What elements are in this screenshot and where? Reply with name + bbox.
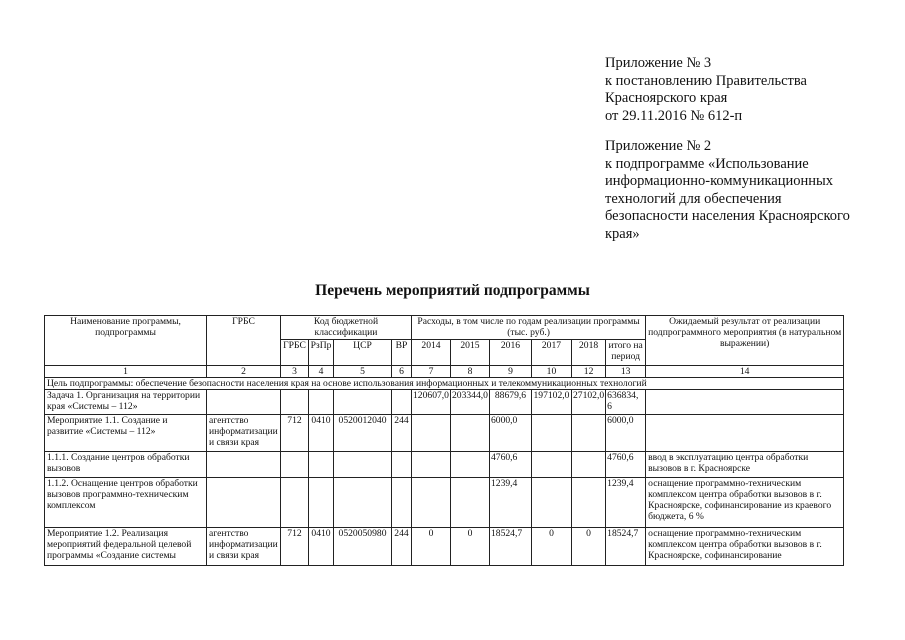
subheader-csr: ЦСР bbox=[334, 340, 392, 366]
row-grbs-code bbox=[281, 390, 309, 415]
row-2015 bbox=[450, 415, 489, 452]
row-2015: 0 bbox=[450, 528, 489, 566]
row-result: оснащение программно-техническим комплексом центра обработки вызовов в г. Красноярске, софинансирование bbox=[646, 528, 844, 566]
table-row bbox=[45, 528, 844, 566]
row-2014 bbox=[412, 415, 451, 452]
row-name: Мероприятие 1.1. Создание и развитие «Системы – 112» bbox=[45, 415, 207, 452]
row-2014: 120607,0 bbox=[412, 390, 451, 415]
column-number: 9 bbox=[489, 366, 531, 378]
subheader-2014: 2014 bbox=[412, 340, 451, 366]
row-2014 bbox=[412, 478, 451, 528]
row-grbs-code bbox=[281, 478, 309, 528]
row-name: Мероприятие 1.2. Реализация мероприятий федеральной целевой программы «Создание системы bbox=[45, 528, 207, 566]
row-result bbox=[646, 415, 844, 452]
row-vr bbox=[392, 390, 412, 415]
row-2018: 0 bbox=[571, 528, 605, 566]
row-name: 1.1.2. Оснащение центров обработки вызовов программно-техническим комплексом bbox=[45, 478, 207, 528]
row-2015 bbox=[450, 452, 489, 478]
column-number: 2 bbox=[207, 366, 281, 378]
column-number: 7 bbox=[412, 366, 451, 378]
row-total: 4760,6 bbox=[606, 452, 646, 478]
header-budget-code: Код бюджетной классификации bbox=[281, 316, 412, 340]
annex-line: информационно-коммуникационных bbox=[605, 173, 834, 189]
table-row bbox=[45, 390, 844, 415]
row-2016: 1239,4 bbox=[489, 478, 531, 528]
row-name: Задача 1. Организация на территории края «Системы – 112» bbox=[45, 390, 207, 415]
header-name: Наименование программы, подпрограммы bbox=[45, 316, 207, 366]
row-rzpr: 0410 bbox=[309, 415, 334, 452]
row-rzpr bbox=[309, 478, 334, 528]
column-number: 13 bbox=[606, 366, 646, 378]
row-grbs-code: 712 bbox=[281, 415, 309, 452]
measures-table bbox=[44, 315, 844, 566]
row-2016: 18524,7 bbox=[489, 528, 531, 566]
subheader-2018: 2018 bbox=[571, 340, 605, 366]
annex-line: к постановлению Правительства bbox=[605, 72, 807, 89]
table-row bbox=[45, 478, 844, 528]
header-expenses: Расходы, в том числе по годам реализации программы (тыс. руб.) bbox=[412, 316, 646, 340]
row-csr: 0520050980 bbox=[334, 528, 392, 566]
row-csr bbox=[334, 452, 392, 478]
row-2016: 6000,0 bbox=[489, 415, 531, 452]
subheader-2017: 2017 bbox=[531, 340, 571, 366]
row-2016: 4760,6 bbox=[489, 452, 531, 478]
row-rzpr bbox=[309, 452, 334, 478]
row-name: 1.1.1. Создание центров обработки вызовов bbox=[45, 452, 207, 478]
row-result: оснащение программно-техническим комплексом центра обработки вызовов в г. Красноярске, софинансирование из краевого бюджета, 6 % bbox=[646, 478, 844, 528]
row-total: 6000,0 bbox=[606, 415, 646, 452]
row-grbs-code: 712 bbox=[281, 528, 309, 566]
header-row bbox=[45, 316, 844, 340]
annex-line: Приложение № 3 bbox=[605, 55, 712, 71]
annex-to-subprogram bbox=[605, 138, 850, 243]
annex-line: безопасности населения Красноярского bbox=[605, 208, 850, 224]
row-grbs-code bbox=[281, 452, 309, 478]
row-2018 bbox=[571, 478, 605, 528]
row-csr bbox=[334, 390, 392, 415]
column-number: 14 bbox=[646, 366, 844, 378]
column-number: 5 bbox=[334, 366, 392, 378]
document-title: Перечень мероприятий подпрограммы bbox=[315, 282, 590, 299]
column-number: 4 bbox=[309, 366, 334, 378]
annex-to-resolution bbox=[605, 55, 807, 125]
row-2017 bbox=[531, 452, 571, 478]
row-grbs: агентство информатизации и связи края bbox=[207, 415, 281, 452]
annex-line: к подпрограмме «Использование bbox=[605, 155, 809, 172]
header-grbs: ГРБС bbox=[207, 316, 281, 366]
row-grbs bbox=[207, 452, 281, 478]
annex-line: технологий для обеспечения bbox=[605, 190, 782, 207]
column-number: 8 bbox=[450, 366, 489, 378]
table-row bbox=[45, 452, 844, 478]
row-2017: 0 bbox=[531, 528, 571, 566]
row-vr bbox=[392, 478, 412, 528]
subheader-2015: 2015 bbox=[450, 340, 489, 366]
row-2018 bbox=[571, 415, 605, 452]
goal-row bbox=[45, 378, 844, 390]
goal-text: Цель подпрограммы: обеспечение безопасности населения края на основе использования информационных и телекоммуникационных технологий bbox=[45, 378, 844, 390]
row-rzpr bbox=[309, 390, 334, 415]
row-2017 bbox=[531, 478, 571, 528]
column-number-row bbox=[45, 366, 844, 378]
row-2018 bbox=[571, 452, 605, 478]
annex-line: Приложение № 2 bbox=[605, 138, 712, 154]
table-row bbox=[45, 415, 844, 452]
row-2014: 0 bbox=[412, 528, 451, 566]
row-2018: 27102,0 bbox=[571, 390, 605, 415]
row-grbs: агентство информатизации и связи края bbox=[207, 528, 281, 566]
row-result bbox=[646, 390, 844, 415]
row-vr bbox=[392, 452, 412, 478]
row-2014 bbox=[412, 452, 451, 478]
row-total: 1239,4 bbox=[606, 478, 646, 528]
header-expected-result: Ожидаемый результат от реализации подпрограммного мероприятия (в натуральном выражении) bbox=[646, 316, 844, 366]
row-2016: 88679,6 bbox=[489, 390, 531, 415]
subheader-total: итого на период bbox=[606, 340, 646, 366]
column-number: 3 bbox=[281, 366, 309, 378]
row-vr: 244 bbox=[392, 528, 412, 566]
annex-line: от 29.11.2016 № 612-п bbox=[605, 107, 743, 124]
subheader-grbs: ГРБС bbox=[281, 340, 309, 366]
row-total: 636834, 6 bbox=[606, 390, 646, 415]
annex-line: края» bbox=[605, 225, 640, 242]
subheader-2016: 2016 bbox=[489, 340, 531, 366]
row-grbs bbox=[207, 390, 281, 415]
row-csr bbox=[334, 478, 392, 528]
row-rzpr: 0410 bbox=[309, 528, 334, 566]
row-2017 bbox=[531, 415, 571, 452]
row-2017: 197102,0 bbox=[531, 390, 571, 415]
column-number: 6 bbox=[392, 366, 412, 378]
row-result: ввод в эксплуатацию центра обработки вызовов в г. Красноярске bbox=[646, 452, 844, 478]
row-csr: 0520012040 bbox=[334, 415, 392, 452]
column-number: 1 bbox=[45, 366, 207, 378]
row-2015: 203344,0 bbox=[450, 390, 489, 415]
subheader-rzpr: РзПр bbox=[309, 340, 334, 366]
subheader-vr: ВР bbox=[392, 340, 412, 366]
row-2015 bbox=[450, 478, 489, 528]
row-vr: 244 bbox=[392, 415, 412, 452]
column-number: 12 bbox=[571, 366, 605, 378]
row-total: 18524,7 bbox=[606, 528, 646, 566]
row-grbs bbox=[207, 478, 281, 528]
column-number: 10 bbox=[531, 366, 571, 378]
annex-line: Красноярского края bbox=[605, 90, 728, 106]
